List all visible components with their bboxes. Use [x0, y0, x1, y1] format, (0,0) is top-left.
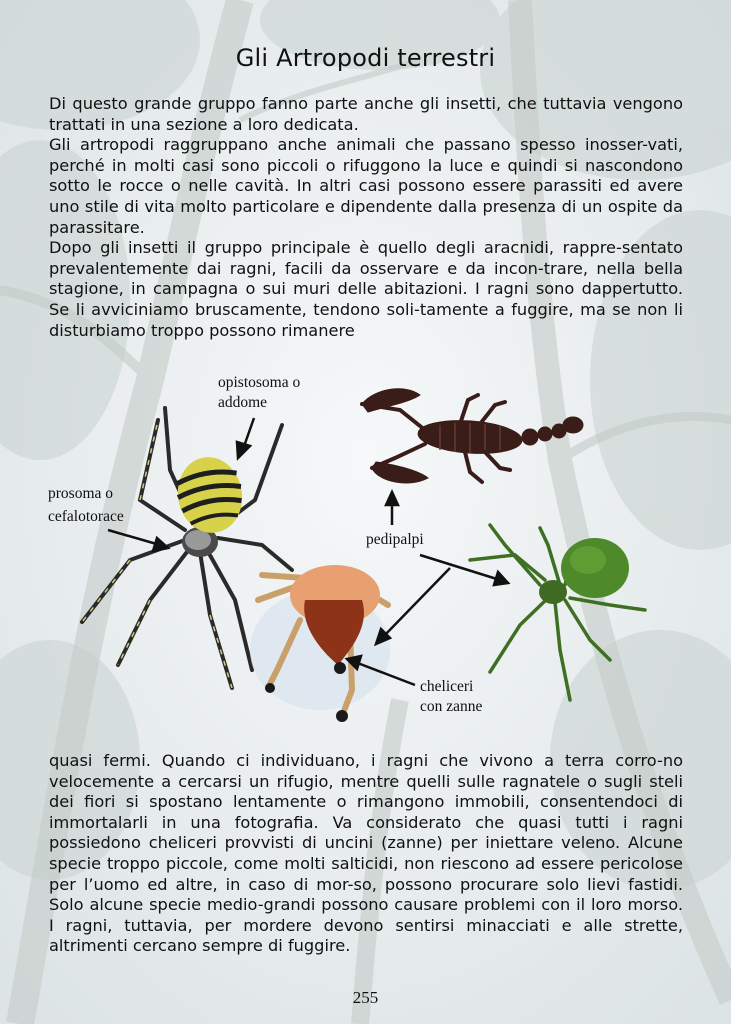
paragraph-arachnids: Dopo gli insetti il gruppo principale è quello degli aracnidi, rappre-sentato prevalentemente dai ragni, facili da osservare e da incon-trare, nella bella stagione, in campagna o sui muri delle abitazioni. I ragni sono dappertutto. Se li avviciniamo bruscamente, tendono soli-tamente a fuggire, ma se non li disturbiamo troppo possono rimanere: [49, 238, 683, 340]
label-pedipalpi: pedipalpi: [366, 531, 424, 548]
label-prosoma: prosoma o cefalotorace: [48, 485, 124, 525]
page-title: Gli Artropodi terrestri: [235, 44, 496, 72]
paragraph-spider-behaviour: quasi fermi. Quando ci individuano, i ragni che vivono a terra corro-no velocemente a cercarsi un rifugio, mentre quelli sulle ragnatele o sugli steli dei fiori si spostano lentamente o rimangono immobili, consentendoci di immortalarli in una fotografia. Va considerato che quasi tutti i ragni possiedono cheliceri provvisti di uncini (zanne) per iniettare veleno. Alcune specie troppo piccole, come molti salticidi, non riescono ad essere pericolose per l’uomo ed altre, in caso di mor-so, possono procurare solo lievi fastidi. Solo alcune specie medio-grandi possono causare problemi con il loro morso. I ragni, tuttavia, per mordere devono sentirsi minacciati e alle strette, altrimenti cercano sempre di fuggire.: [49, 751, 683, 956]
page-number: 255: [352, 988, 379, 1007]
green-spider-illustration: [470, 525, 645, 700]
paragraph-insects: Di questo grande gruppo fanno parte anche gli insetti, che tuttavia vengono trattati in una sezione a loro dedicata.: [49, 94, 683, 134]
spider-chelicerae-closeup: [250, 565, 390, 722]
paragraph-arthropods: Gli artropodi raggruppano anche animali che passano spesso inosser-vati, perché in molti casi sono piccoli o rifuggono la luce e quindi si nascondono sotto le rocce o nelle cavità. In altri casi possono essere parassiti ed avere uno stile di vita molto particolare e dipendente dalla presenza di un ospite da parassitare.: [49, 135, 683, 237]
label-opistosoma: opistosoma o addome: [218, 374, 301, 411]
label-cheliceri: cheliceri con zanne: [420, 678, 483, 715]
intro-text: [49, 94, 683, 341]
arachnid-anatomy-figure: [0, 360, 731, 740]
continuation-text: [49, 751, 683, 957]
scorpion-illustration: [362, 389, 583, 483]
